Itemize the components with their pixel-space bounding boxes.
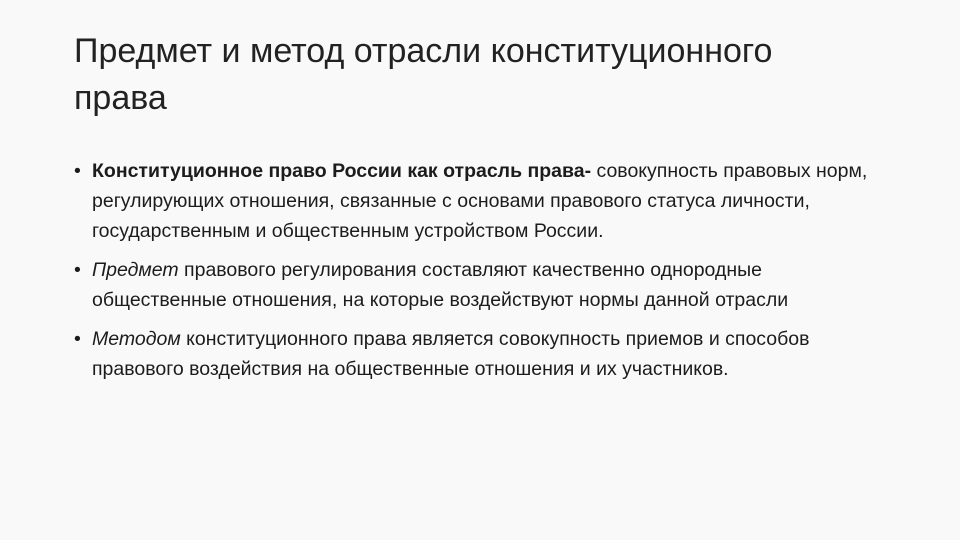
bullet-lead-term: Методом [92,328,181,350]
bullet-item-method [74,324,892,384]
bullet-icon: • [74,328,81,350]
bullet-lead-term: Предмет [92,259,179,281]
bullet-text: конституционного права является совокупность приемов и способов правового воздействия на общественные отношения и их участников. [92,328,810,380]
bullet-item-definition [74,156,892,246]
bullet-text: совокупность правовых норм, регулирующих отношения, связанные с основами правового статуса личности, государственным и общественным устройством России. [92,160,868,242]
bullet-item-subject [74,255,892,315]
bullet-text: правового регулирования составляют качественно однородные общественные отношения, на которые воздействуют нормы данной отрасли [92,259,789,311]
bullet-lead-term: Конституционное право России как отрасль права- [92,160,592,182]
bullet-icon: • [74,160,81,182]
bullet-list [74,156,888,384]
bullet-icon: • [74,259,81,281]
slide-title: Предмет и метод отрасли конституционного права [74,32,773,117]
